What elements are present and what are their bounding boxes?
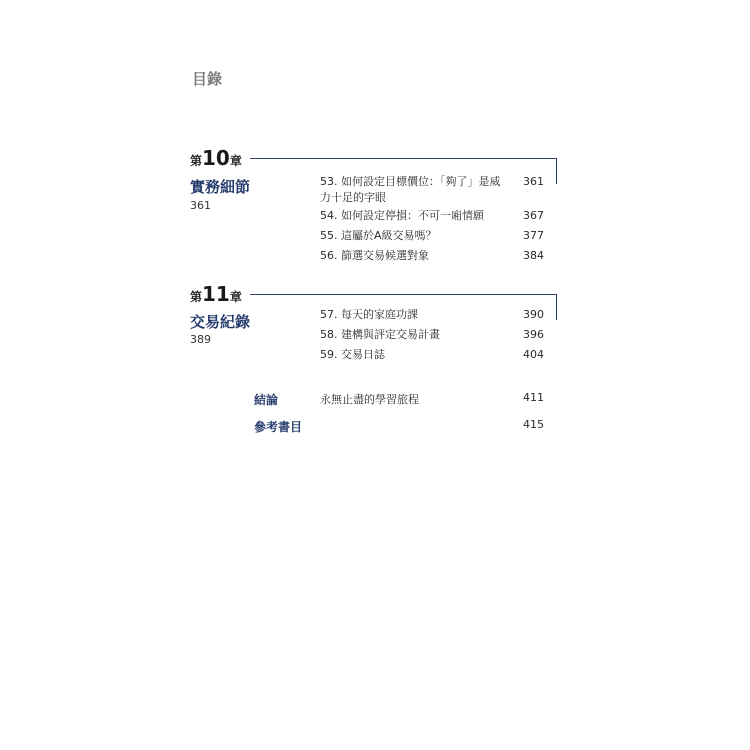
chapter-divider-tick <box>556 158 557 184</box>
page-title: 目錄 <box>192 70 223 88</box>
chapter-title: 實務細節 <box>190 178 251 196</box>
chapter-title: 交易紀錄 <box>190 313 251 331</box>
back-matter-text[interactable]: 永無止盡的學習旅程 <box>320 393 419 406</box>
toc-entry-page: 377 <box>523 229 544 242</box>
toc-entry-text: 57. 每天的家庭功課 <box>320 308 418 321</box>
back-matter-label: 結論 <box>254 393 279 407</box>
toc-entry[interactable] <box>320 327 544 343</box>
toc-entry[interactable] <box>320 248 544 264</box>
toc-entry-text: 59. 交易日誌 <box>320 348 385 361</box>
toc-entry-page: 367 <box>523 209 544 222</box>
chapter-divider <box>250 158 556 159</box>
toc-entry-text: 58. 建構與評定交易計畫 <box>320 328 440 341</box>
toc-entry-text: 55. 這屬於A級交易嗎？ <box>320 229 437 242</box>
toc-entry[interactable] <box>320 208 544 224</box>
chapter-page: 389 <box>190 333 211 346</box>
chapter-divider-tick <box>556 294 557 320</box>
chapter-number-label: 第10章 <box>190 146 242 170</box>
toc-entry-text: 54. 如何設定停損：不可一廂情願 <box>320 209 484 222</box>
toc-entry[interactable] <box>320 347 544 363</box>
toc-entry[interactable] <box>320 174 544 206</box>
chapter-page: 361 <box>190 199 211 212</box>
toc-entry-page: 361 <box>523 175 544 188</box>
toc-entry[interactable] <box>320 307 544 323</box>
back-matter-page: 415 <box>523 418 544 431</box>
toc-entry[interactable] <box>320 228 544 244</box>
toc-entry-page: 404 <box>523 348 544 361</box>
toc-entry-text: 53. 如何設定目標價位：「夠了」是威力十足的字眼 <box>320 175 501 204</box>
toc-entry-page: 390 <box>523 308 544 321</box>
back-matter-page: 411 <box>523 391 544 404</box>
toc-entry-page: 396 <box>523 328 544 341</box>
chapter-number-label: 第11章 <box>190 282 242 306</box>
back-matter-label[interactable]: 參考書目 <box>254 420 303 434</box>
toc-entry-page: 384 <box>523 249 544 262</box>
toc-entry-text: 56. 篩選交易候選對象 <box>320 249 429 262</box>
chapter-divider <box>250 294 556 295</box>
